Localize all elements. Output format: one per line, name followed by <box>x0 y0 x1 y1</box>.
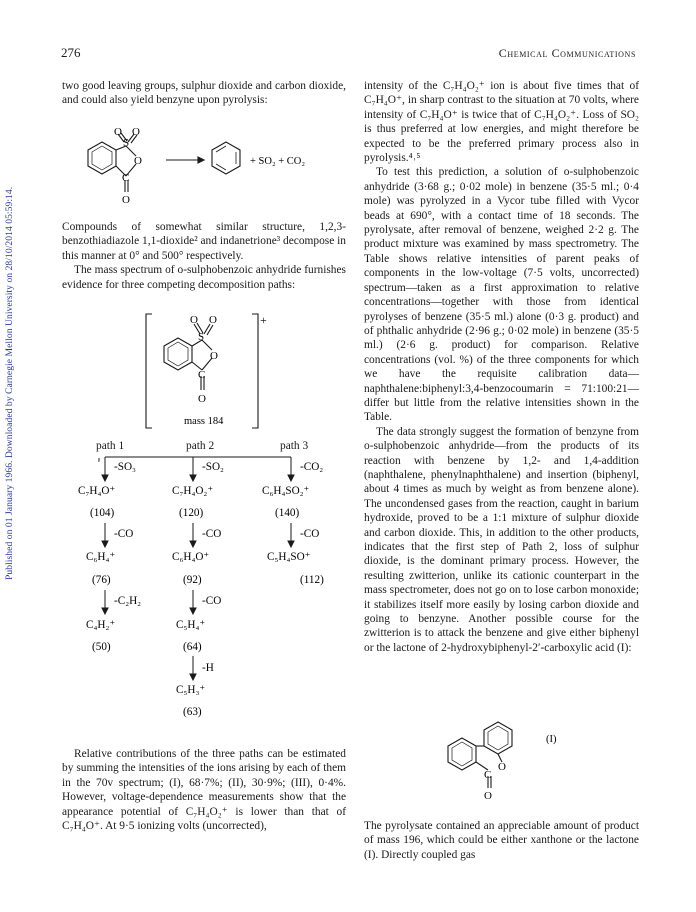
running-head: Chemical Communications <box>498 46 636 60</box>
right-paragraph-4: The pyrolysate contained an appreciable amount of product of mass 196, which could be either xanthone or the lactone (I). Directly coupled gas <box>364 820 639 861</box>
loss-3-2: -CO <box>202 595 222 607</box>
eq-oxygen-b: O <box>132 126 140 138</box>
left-paragraph-2: Compounds of somewhat similar structure, 1,2,3-benzothiadiazole 1,1-dioxide² and indanetrione³ decompose in this manner at 0° and 500° respectively. The mass spectrum of o-sulphobenzoic anhydride furnishes evidence for three competing decomposition paths: <box>62 221 346 291</box>
mass-2-2: (92) <box>183 574 202 586</box>
ion-2-3: C₅H₄SO⁺ <box>267 551 311 563</box>
mass-2-1: (76) <box>92 574 111 586</box>
right-paragraph-1: intensity of the C₇H₄O₂⁺ ion is about five times that of C₇H₄O⁺, in sharp contrast to the situation at 70 volts, where intensity of C₇H₄O⁺ is twice that of C₇H₄O₂⁺. Loss of SO₂ is thus preferred at low energies, and might therefore be expected to be the preferred primary process also in pyrolysis.⁴˒⁵ To test this prediction, a solution of o-sulphobenzoic anhydride (3·68 g.; 0·02 mole) in benzene (35·5 ml.; 0·4 mole) was pyrolyzed in a Vycor tube filled with Vycor beads at 690°, with a contact time of 18 seconds. The pyrolysate, after removal of benzene, weighed 2·2 g. The product mixture was examined by mass spectrometry. The Table shows relative intensities of parent peaks of components in the low-voltage (7·5 volts, uncorrected) spectrum—taken as a first approximation to relative concentrations—together with those from identical pyrolyses of benzene (35·5 ml.) alone (0·3 g. product) and of phthalic anhydride (2·96 g.; 0·02 mole) in benzene (35·5 ml.) (2·6 g. product) for comparison. Relative concentrations (vol. %) of the three components for which we have the requisite calibration data—naphthalene:biphenyl:3,4-benzocoumarin = 71:100:21—differ but little from the relative intensities shown in the Table. The data strongly suggest the formation of benzyne from o-sulphobenzoic anhydride—from the products of its reaction with benzene by 1,2- and 1,4-addition (naphthalene, phenylnaphthalene) and insertion (biphenyl, about 4 times as much by weight as from benzene alone). The uncondensed gases from the reaction, caught in barium hydroxide, proved to be a 1:1 mixture of sulphur dioxide and carbon dioxide. This, in addition to the other products, indicates that the first step of Path 2, loss of sulphur dioxide, is the dominant primary process. However, the resulting zwitterion, unlike its cationic counterpart in the mass spectrometer, does not go on to lose carbon monoxide; it stabilizes itself more easily by losing carbon dioxide and going to benzyne. Another possible course for the zwitterion is to attack the benzene and give either biphenyl or the lactone of 2-hydroxybiphenyl-2′-carboxylic acid (I): <box>364 80 639 654</box>
mass-4: (63) <box>183 706 202 718</box>
eq-ring-oxygen: O <box>134 155 142 167</box>
ion-sulphur: S <box>198 331 205 343</box>
path-1-header: path 1 <box>96 440 125 452</box>
pyrolysis-equation <box>70 124 360 206</box>
lactone-ring-oxygen: O <box>498 761 506 773</box>
ion-1-2: C₇H₄O₂⁺ <box>172 485 214 497</box>
lactone-carbon: C <box>484 769 492 781</box>
ion-2-2: C₆H₄O⁺ <box>172 551 210 563</box>
eq-sulphur: S <box>123 137 130 149</box>
mass-3-2: (64) <box>183 641 202 653</box>
ion-mass: mass 184 <box>184 416 224 427</box>
mass-3-1: (50) <box>92 641 111 653</box>
ion-3-1: C₄H₂⁺ <box>86 619 116 631</box>
eq-carbonyl-oxygen: O <box>122 194 130 206</box>
lactone-label: (I) <box>546 734 557 745</box>
ion-2-1: C₆H₄⁺ <box>86 551 116 563</box>
left-paragraph-1: two good leaving groups, sulphur dioxide and carbon dioxide, and could also yield benzyne upon pyrolysis: <box>62 80 346 107</box>
eq-oxygen-a: O <box>114 126 122 138</box>
ion-carbon: C <box>198 369 206 381</box>
ion-1-3: C₆H₄SO₂⁺ <box>262 485 310 497</box>
mass-1-1: (104) <box>90 507 115 519</box>
ion-oxygen-a: O <box>190 314 198 326</box>
molecular-ion-structure <box>140 308 280 434</box>
ion-charge: + <box>260 313 267 327</box>
loss-1-1: -SO₃ <box>114 461 136 473</box>
loss-4: -H <box>202 662 214 674</box>
ion-3-2: C₅H₄⁺ <box>176 619 206 631</box>
loss-3-1: -C₂H₂ <box>114 595 142 607</box>
fragmentation-scheme <box>62 448 352 728</box>
ion-carbonyl-oxygen: O <box>198 393 206 405</box>
loss-2-2: -CO <box>202 528 222 540</box>
ion-ring-oxygen: O <box>210 350 218 362</box>
ion-1-1: C₇H₄O⁺ <box>78 485 116 497</box>
mass-2-3: (112) <box>300 574 324 586</box>
mass-1-3: (140) <box>275 507 300 519</box>
lactone-carbonyl-oxygen: O <box>484 790 492 802</box>
path-3-header: path 3 <box>280 440 309 452</box>
ion-oxygen-b: O <box>209 314 217 326</box>
loss-2-1: -CO <box>114 528 134 540</box>
page-number: 276 <box>61 45 81 60</box>
path-2-header: path 2 <box>186 440 215 452</box>
lactone-structure <box>440 712 620 802</box>
loss-1-2: -SO₂ <box>202 461 224 473</box>
loss-1-3: -CO₂ <box>300 461 324 473</box>
eq-products: + SO₂ + CO₂ <box>250 156 306 167</box>
mass-1-2: (120) <box>179 507 204 519</box>
ion-4: C₅H₃⁺ <box>176 684 206 696</box>
download-watermark: Published on 01 January 1966. Downloaded by Carnegie Mellon University on 28/10/2014 05:59:14. <box>4 186 15 580</box>
left-paragraph-4: Relative contributions of the three paths can be estimated by summing the intensities of the ions arising by each of them in the 70v spectrum; (I), 68·7%; (II), 30·9%; (III), 0·4%. However, voltage-dependence measurements show that the appearance potential of C₇H₄O₂⁺ is lower than that of C₇H₄O⁺. At 9·5 ionizing volts (uncorrected), <box>62 748 346 833</box>
loss-2-3: -CO <box>300 528 320 540</box>
eq-carbon: C <box>122 172 130 184</box>
